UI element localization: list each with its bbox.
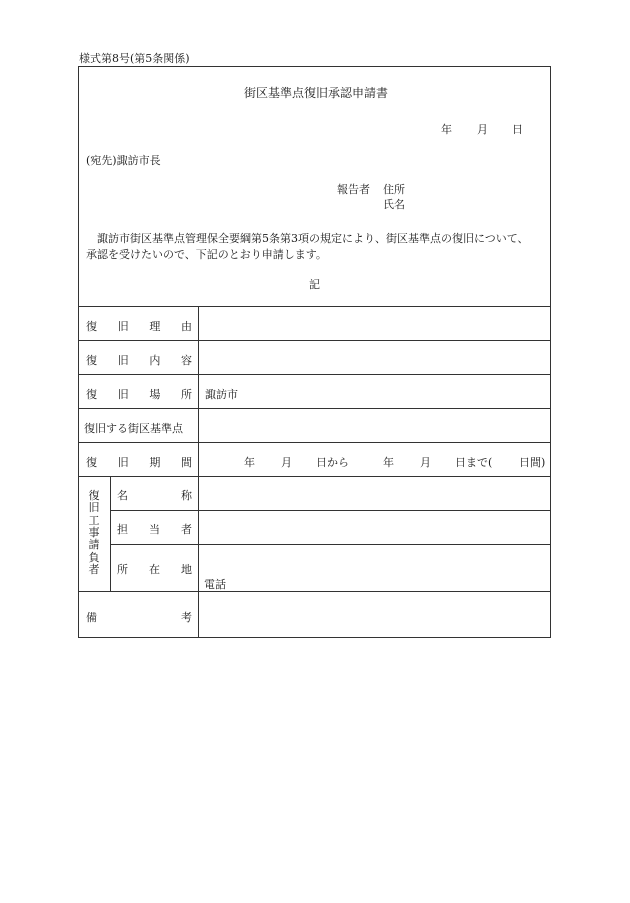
period-days: 日間) (519, 456, 546, 469)
period-start-year: 年 (244, 456, 255, 469)
reporter-name-label: 氏名 (383, 198, 405, 211)
content-label: 復 旧 内 容 (86, 354, 192, 367)
date-year: 年 (441, 123, 452, 136)
contractor-label: 復 旧 工 事 請 負 者 (88, 489, 100, 576)
period-start-day: 日から (316, 456, 349, 469)
period-end-month: 月 (420, 456, 431, 469)
body-text-line2: 承認を受けたいので、下記のとおり申請します。 (86, 248, 327, 261)
ki-heading: 記 (309, 278, 320, 291)
form-title: 街区基準点復旧承認申請書 (244, 86, 389, 100)
reporter-address-label: 住所 (383, 183, 405, 196)
contractor-phone-label: 電話 (204, 578, 226, 591)
reason-label: 復 旧 理 由 (86, 320, 192, 333)
date-day: 日 (512, 123, 523, 136)
form-number: 様式第8号(第5条関係) (79, 52, 190, 65)
location-value: 諏訪市 (205, 388, 238, 401)
body-text-line1: 諏訪市街区基準点管理保全要綱第5条第3項の規定により、街区基準点の復旧について、 (97, 232, 529, 245)
date-month: 月 (477, 123, 488, 136)
reporter-label: 報告者 (337, 183, 370, 196)
contractor-name-label: 名 称 (117, 489, 192, 502)
period-end-year: 年 (383, 456, 394, 469)
contractor-manager-label: 担 当 者 (117, 523, 192, 536)
period-start-month: 月 (281, 456, 292, 469)
period-end-day: 日まで( (455, 456, 493, 469)
period-label: 復 旧 期 間 (86, 456, 192, 469)
point-label: 復旧する街区基準点 (84, 422, 183, 435)
location-label: 復 旧 場 所 (86, 388, 192, 401)
addressee: (宛先)諏訪市長 (86, 154, 161, 167)
remarks-label: 備 考 (86, 611, 192, 624)
contractor-address-label: 所 在 地 (117, 563, 192, 576)
